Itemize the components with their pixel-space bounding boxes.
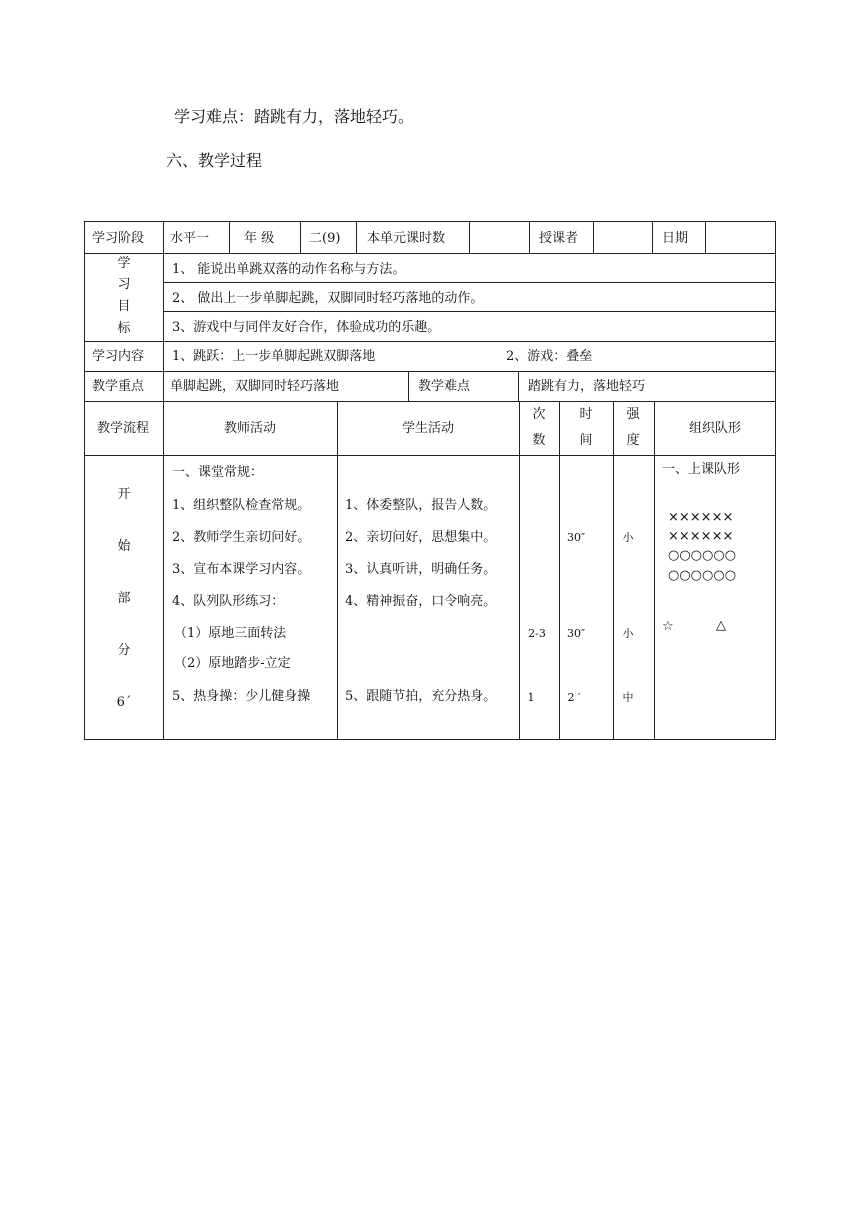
- teacher-activity: 一、课堂常规：: [172, 465, 264, 480]
- row-line: [84, 401, 776, 402]
- goal-item-1: 1、 能说出单跳双落的动作名称与方法。: [172, 262, 406, 277]
- intensity-value: 中: [622, 691, 634, 704]
- col-intensity: 度: [626, 433, 640, 448]
- difficulty-line: 学习难点：踏跳有力，落地轻巧。: [174, 107, 415, 126]
- col-time: 时: [579, 407, 593, 422]
- row-line: [163, 282, 776, 283]
- content-label: 学习内容: [92, 349, 145, 364]
- row-line: [84, 341, 776, 342]
- row-line: [163, 311, 776, 312]
- teacher-activity: （2）原地踏步-立定: [174, 656, 291, 671]
- col-line: [613, 401, 614, 740]
- phase-label-char: 部: [117, 591, 131, 606]
- content-item-2: 2、游戏：叠垒: [506, 349, 593, 364]
- col-formation: 组织队形: [688, 421, 742, 436]
- teacher-label: 授课者: [539, 231, 579, 246]
- row-line: [84, 371, 776, 372]
- col-line: [559, 401, 560, 740]
- col-line: [654, 401, 655, 740]
- goals-label-char: 学: [117, 256, 131, 271]
- formation-title: 一、上课队形: [662, 462, 741, 477]
- col-line: [705, 221, 706, 253]
- teacher-activity: 5、热身操：少儿健身操: [172, 689, 311, 704]
- col-line: [469, 221, 470, 253]
- student-activity: 3、认真听讲，明确任务。: [345, 562, 497, 577]
- phase-label-char: 开: [117, 487, 131, 502]
- col-line: [356, 221, 357, 253]
- count-value: 1: [527, 691, 535, 704]
- col-count: 次: [532, 407, 546, 422]
- col-line: [652, 221, 653, 253]
- goal-item-3: 3、游戏中与同伴友好合作，体验成功的乐趣。: [172, 320, 441, 335]
- focus-value: 单脚起跳，双脚同时轻巧落地: [170, 379, 340, 394]
- phase-duration: 6´: [116, 695, 132, 710]
- teacher-activity: 3、宣布本课学习内容。: [172, 562, 311, 577]
- grade-value: 二(9): [309, 231, 341, 246]
- goals-label-char: 习: [117, 277, 131, 292]
- difficulty-label: 教学难点: [418, 379, 471, 394]
- student-activity: 4、精神振奋，口令响亮。: [345, 594, 497, 609]
- student-activity: 5、跟随节拍，充分热身。: [345, 689, 497, 704]
- teacher-activity: 1、组织整队检查常规。: [172, 498, 311, 513]
- content-item-1: 1、跳跃：上一步单脚起跳双脚落地: [172, 349, 376, 364]
- row-line: [84, 253, 776, 254]
- difficulty-value: 踏跳有力，落地轻巧: [528, 379, 646, 394]
- col-line: [337, 401, 338, 740]
- col-line: [163, 221, 164, 740]
- teacher-star-icon: ☆: [662, 619, 674, 634]
- phase-label-char: 始: [117, 539, 131, 554]
- col-teacher: 教师活动: [223, 421, 277, 436]
- col-student: 学生活动: [401, 421, 455, 436]
- goals-label-char: 标: [117, 321, 131, 336]
- col-line: [229, 221, 230, 253]
- col-intensity: 强: [626, 407, 640, 422]
- intensity-value: 小: [622, 627, 634, 640]
- col-line: [529, 221, 530, 253]
- row-line: [84, 455, 776, 456]
- phase-label-char: 分: [117, 643, 131, 658]
- unit-hours-label: 本单元课时数: [367, 231, 446, 246]
- col-count: 数: [532, 433, 546, 448]
- grade-label: 年 级: [244, 231, 275, 246]
- col-line: [518, 371, 519, 401]
- formation-row: ××××××: [668, 510, 734, 525]
- focus-label: 教学重点: [92, 379, 145, 394]
- teacher-activity: （1）原地三面转法: [174, 626, 287, 641]
- intensity-value: 小: [622, 531, 634, 544]
- formation-row: ○○○○○○: [668, 548, 737, 563]
- teacher-activity: 2、教师学生亲切问好。: [172, 530, 311, 545]
- section-heading: 六、教学过程: [166, 151, 263, 170]
- col-line: [593, 221, 594, 253]
- goals-label-char: 目: [117, 299, 131, 314]
- triangle-icon: △: [716, 618, 726, 633]
- time-value: 2 ′: [567, 691, 581, 704]
- formation-row: ○○○○○○: [668, 568, 737, 583]
- date-label: 日期: [662, 231, 689, 246]
- col-line: [519, 401, 520, 740]
- stage-label: 学习阶段: [92, 231, 145, 246]
- student-activity: 1、体委整队，报告人数。: [345, 498, 497, 513]
- time-value: 30″: [566, 627, 586, 640]
- count-value: 2-3: [528, 627, 546, 640]
- col-time: 间: [579, 433, 593, 448]
- stage-value: 水平一: [170, 231, 210, 246]
- teacher-activity: 4、队列队形练习：: [172, 594, 285, 609]
- col-flow: 教学流程: [96, 421, 150, 436]
- goal-item-2: 2、 做出上一步单脚起跳，双脚同时轻巧落地的动作。: [172, 291, 484, 306]
- formation-row: ××××××: [668, 529, 734, 544]
- col-line: [408, 371, 409, 401]
- time-value: 30″: [566, 531, 586, 544]
- col-line: [300, 221, 301, 253]
- student-activity: 2、亲切问好，思想集中。: [345, 530, 497, 545]
